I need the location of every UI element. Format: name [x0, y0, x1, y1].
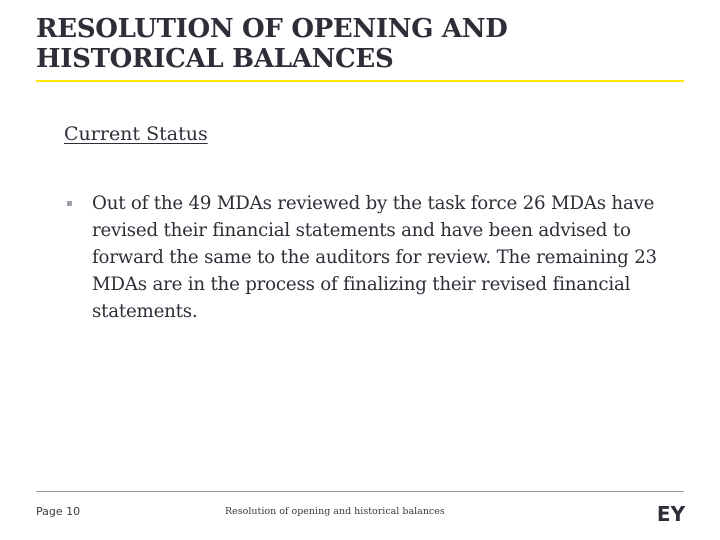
square-bullet-icon: ▪: [66, 198, 73, 209]
footer-divider: [36, 491, 684, 492]
bullet-list: [64, 190, 664, 325]
ey-logo: [655, 502, 687, 524]
slide-title: RESOLUTION OF OPENING AND HISTORICAL BALANCES: [36, 14, 508, 74]
section-subheading: Current Status: [64, 123, 208, 145]
footer-caption: Resolution of opening and historical balances: [225, 506, 445, 517]
bullet-text: Out of the 49 MDAs reviewed by the task force 26 MDAs have revised their financial statements and have been advised to forward the same to the auditors for review. The remaining 23 MDAs are in the process of finalizing their revised financial statements.: [92, 193, 657, 322]
page-number: Page 10: [36, 505, 81, 518]
ey-logo-text: EY: [656, 502, 686, 524]
list-item: [64, 190, 664, 325]
title-underline-rule: [36, 80, 684, 82]
